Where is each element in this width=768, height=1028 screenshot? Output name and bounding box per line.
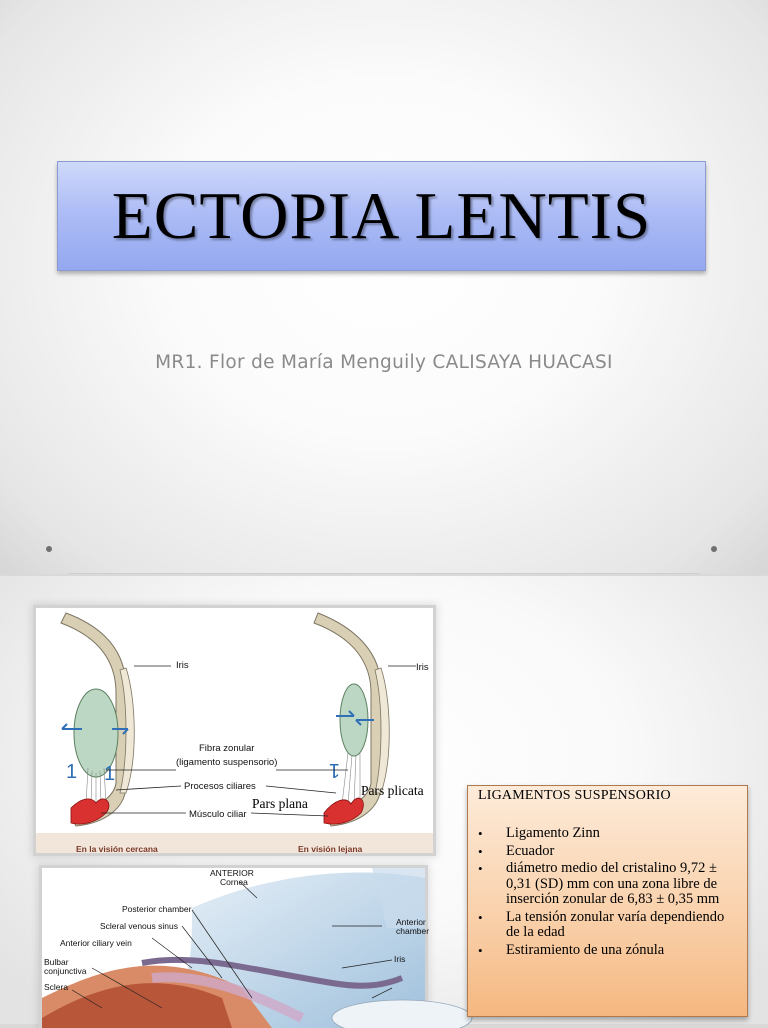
label-scleral-sinus: Scleral venous sinus bbox=[100, 921, 178, 931]
label-procesos: Procesos ciliares bbox=[184, 781, 256, 792]
label-sclera: Sclera bbox=[44, 982, 69, 992]
corner-dot-left bbox=[46, 546, 52, 552]
eye-near-vision bbox=[61, 613, 134, 826]
label-bulbar: Bulbar bbox=[44, 957, 69, 967]
label-fibra-zonular: Fibra zonular bbox=[199, 743, 255, 754]
label-musculo: Músculo ciliar bbox=[189, 809, 247, 820]
author-subtitle: MR1. Flor de María Menguily CALISAYA HUACASI bbox=[155, 352, 613, 373]
label-anterior-chamber-2: chamber bbox=[396, 926, 430, 936]
label-iris-left: Iris bbox=[176, 660, 189, 671]
label-anterior: ANTERIOR bbox=[210, 868, 254, 878]
bullet-item: • diámetro medio del cristalino 9,72 ± 0,31 (SD) mm con una zona libre de inserción zonular de 6,83 ± 0,35 mm bbox=[478, 861, 737, 908]
slide-divider bbox=[68, 573, 700, 574]
corner-dot-right bbox=[711, 546, 717, 552]
arrow-num-right: 1 bbox=[328, 759, 340, 781]
label-ligamento: (ligamento suspensorio) bbox=[176, 757, 278, 768]
ligament-bullet-list bbox=[478, 826, 737, 958]
bullet-item: • Estiramiento de una zónula bbox=[478, 943, 737, 959]
bullet-item: • Ligamento Zinn bbox=[478, 826, 737, 842]
label-pars-plana: Pars plana bbox=[252, 796, 308, 811]
label-pars-plicata: Pars plicata bbox=[361, 783, 424, 798]
caption-far-vision: En visión lejana bbox=[298, 844, 363, 854]
caption-near-vision: En la visión cercana bbox=[76, 844, 158, 854]
textbox-heading: LIGAMENTOS SUSPENSORIO bbox=[478, 788, 671, 803]
content-slide bbox=[0, 576, 768, 1024]
label-cornea: Cornea bbox=[220, 877, 248, 887]
anterior-segment-diagram bbox=[42, 868, 430, 1028]
arrow-num-2: 1 bbox=[104, 763, 116, 785]
bullet-item: • Ecuador bbox=[478, 844, 737, 860]
zonule-diagram-svg bbox=[36, 608, 433, 853]
anterior-segment-svg bbox=[42, 868, 430, 1028]
label-iris-right: Iris bbox=[416, 662, 429, 673]
title-box bbox=[57, 161, 706, 271]
suspensory-ligaments-box bbox=[467, 785, 748, 1017]
label-iris: Iris bbox=[394, 954, 406, 964]
slide-title: ECTOPIA LENTIS bbox=[111, 178, 652, 253]
arrow-num-1: 1 bbox=[66, 761, 78, 783]
bullet-item: • La tensión zonular varía dependiendo de la edad bbox=[478, 910, 737, 941]
zonule-diagram bbox=[36, 608, 433, 853]
label-posterior-chamber: Posterior chamber bbox=[122, 904, 192, 914]
label-ciliary-vein: Anterior ciliary vein bbox=[60, 938, 132, 948]
label-anterior-chamber-1: Anterior bbox=[396, 917, 426, 927]
label-conjunctiva: conjunctiva bbox=[44, 966, 87, 976]
